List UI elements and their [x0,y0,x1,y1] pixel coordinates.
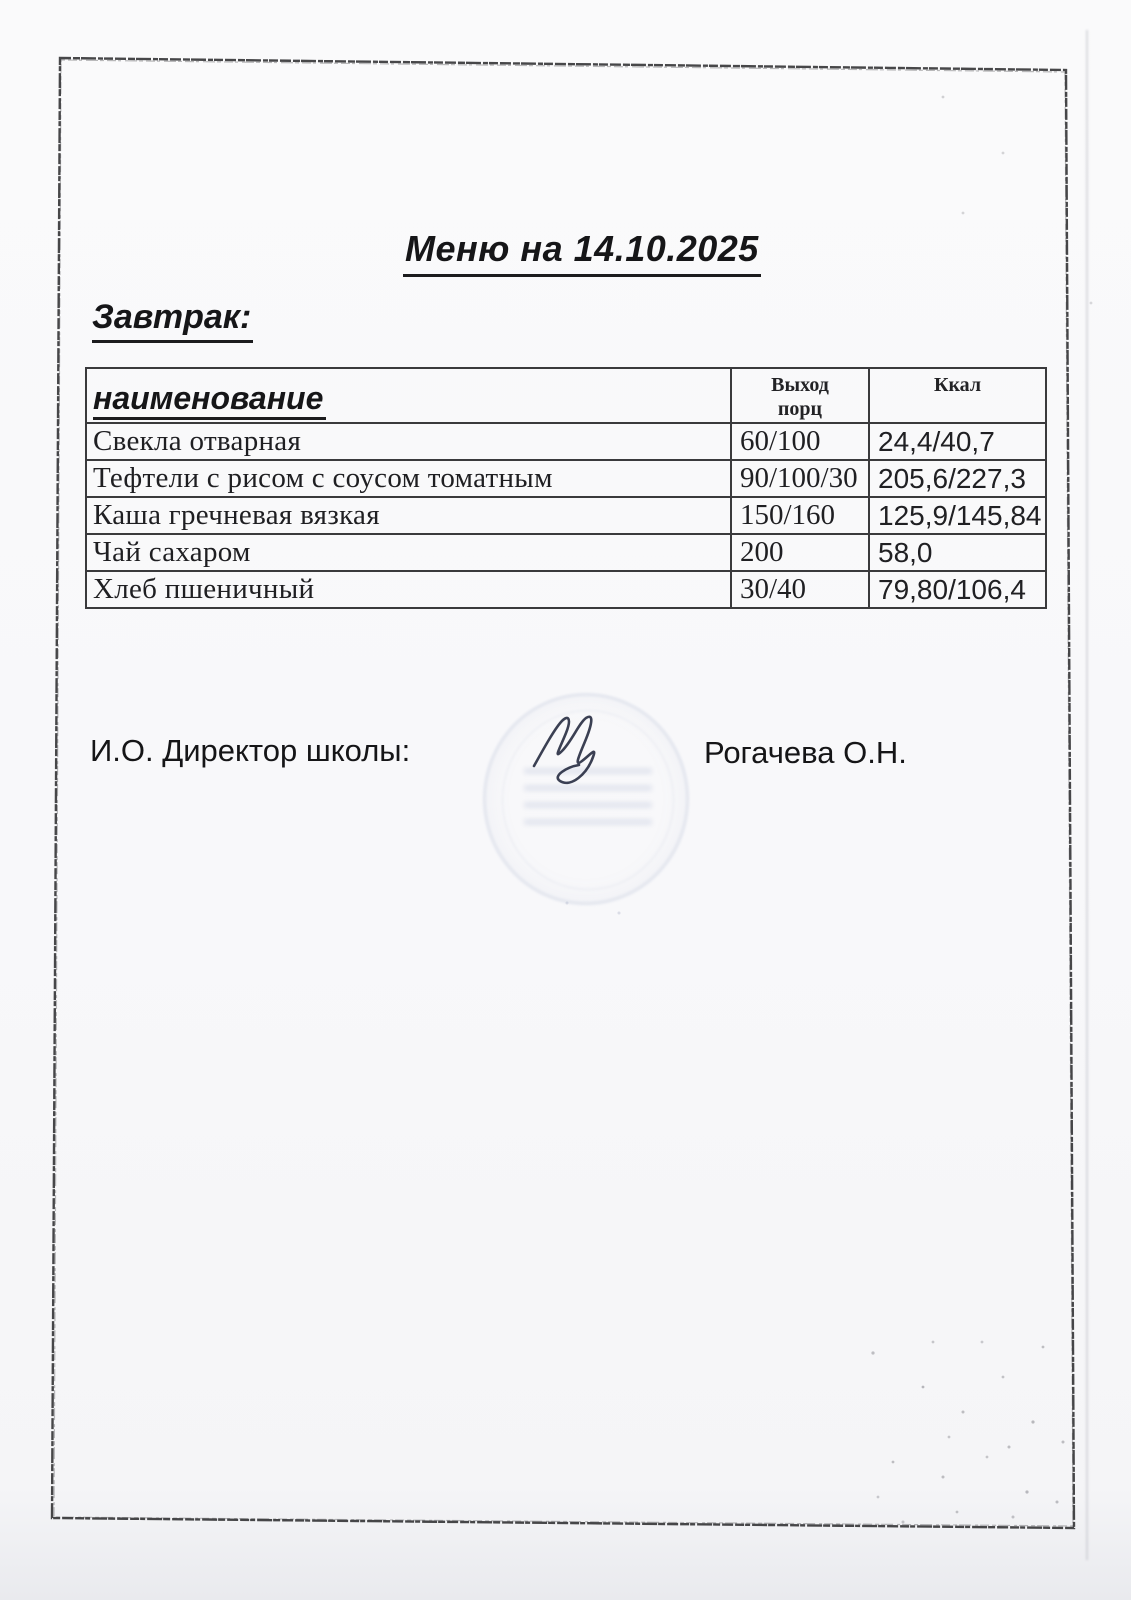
column-header-portion [731,368,869,423]
dish-kcal: 205,6/227,3 [869,460,1046,497]
dish-portion: 200 [731,534,869,571]
director-label: И.О. Директор школы: [90,733,411,768]
menu-table [85,367,1047,609]
dish-name: Свекла отварная [86,423,731,460]
section-heading-breakfast: Завтрак: [92,298,253,343]
scan-edge-shadow [1086,30,1088,1560]
dish-portion: 30/40 [731,571,869,608]
scan-noise [0,0,2,2]
table-row [86,534,1046,571]
dish-kcal: 79,80/106,4 [869,571,1046,608]
dish-portion: 150/160 [731,497,869,534]
dish-portion: 60/100 [731,423,869,460]
column-header-kcal: Ккал [869,368,1046,423]
table-row [86,423,1046,460]
table-row [86,571,1046,608]
dish-name: Чай сахаром [86,534,731,571]
signer-name: Рогачева О.Н. [704,735,907,770]
table-row [86,497,1046,534]
dish-name: Хлеб пшеничный [86,571,731,608]
signature-icon [522,702,614,798]
column-header-name-label: наименование [93,380,326,420]
dish-portion: 90/100/30 [731,460,869,497]
dish-name: Каша гречневая вязкая [86,497,731,534]
column-header-portion-line1: Выход [771,374,829,396]
dish-kcal: 125,9/145,84 [869,497,1046,534]
table-row [86,460,1046,497]
column-header-portion-line2: порц [777,398,823,420]
dish-kcal: 58,0 [869,534,1046,571]
page-title: Меню на 14.10.2025 [403,228,761,277]
table-header-row [86,368,1046,423]
dish-kcal: 24,4/40,7 [869,423,1046,460]
column-header-name [86,368,731,423]
dish-name: Тефтели с рисом с соусом томатным [86,460,731,497]
